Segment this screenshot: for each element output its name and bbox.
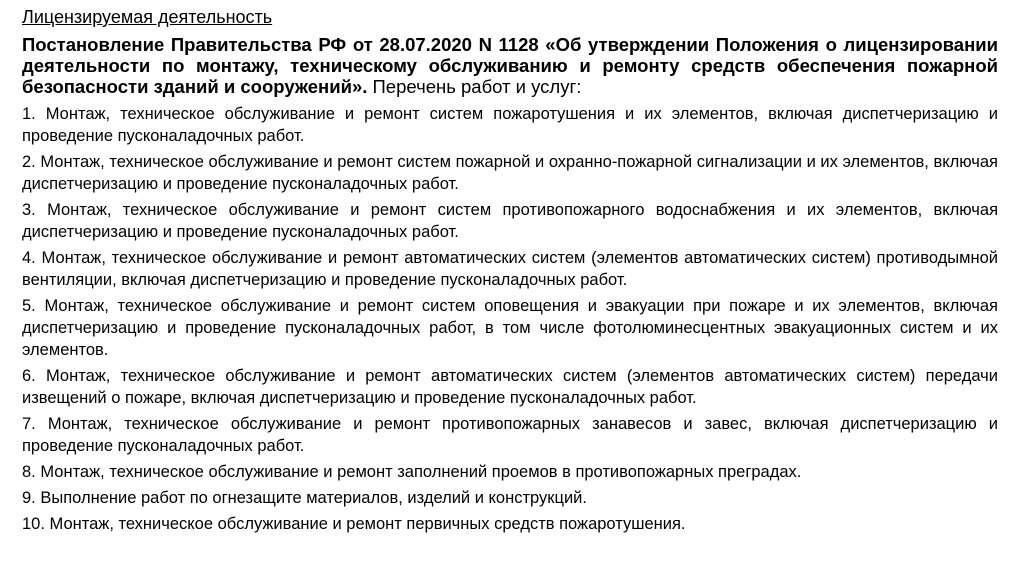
list-item: 7. Монтаж, техническое обслуживание и ремонт противопожарных занавесов и завес, включая диспетчеризацию и проведение пусконаладочных работ. — [22, 415, 998, 455]
list-item: 9. Выполнение работ по огнезащите материалов, изделий и конструкций. — [22, 489, 587, 507]
list-item: 6. Монтаж, техническое обслуживание и ремонт автоматических систем (элементов автоматических систем) передачи извещений о пожаре, включая диспетчеризацию и проведение пусконаладочных работ. — [22, 367, 998, 407]
list-item: 5. Монтаж, техническое обслуживание и ремонт систем оповещения и эвакуации при пожаре и их элементов, включая диспетчеризацию и проведение пусконаладочных работ, в том числе фотолюминесцентных эвакуационных систем и их элементов. — [22, 297, 998, 359]
list-item: 8. Монтаж, техническое обслуживание и ремонт заполнений проемов в противопожарных преградах. — [22, 463, 802, 481]
list-item: 10. Монтаж, техническое обслуживание и ремонт первичных средств пожаротушения. — [22, 515, 686, 533]
slide — [22, 6, 998, 539]
list-item: 4. Монтаж, техническое обслуживание и ремонт автоматических систем (элементов автоматических систем) противодымной вентиляции, включая диспетчеризацию и проведение пусконаладочных работ. — [22, 249, 998, 289]
list-item: 2. Монтаж, техническое обслуживание и ремонт систем пожарной и охранно-пожарной сигнализации и их элементов, включая диспетчеризацию и проведение пусконаладочных работ. — [22, 153, 998, 193]
list-item: 3. Монтаж, техническое обслуживание и ремонт систем противопожарного водоснабжения и их элементов, включая диспетчеризацию и проведение пусконаладочных работ. — [22, 201, 998, 241]
list-item: 1. Монтаж, техническое обслуживание и ремонт систем пожаротушения и их элементов, включая диспетчеризацию и проведение пусконаладочных работ. — [22, 105, 998, 145]
intro-paragraph — [22, 34, 998, 97]
page-heading: Лицензируемая деятельность — [22, 7, 273, 27]
intro-decree-title: Постановление Правительства РФ от 28.07.2020 N 1128 «Об утверждении Положения о лицензировании деятельности по монтажу, техническому обслуживанию и ремонту средств обеспечения пожарной безопасности зданий и сооружений». — [22, 34, 998, 97]
intro-list-caption: Перечень работ и услуг: — [367, 76, 582, 97]
works-list — [22, 103, 998, 535]
